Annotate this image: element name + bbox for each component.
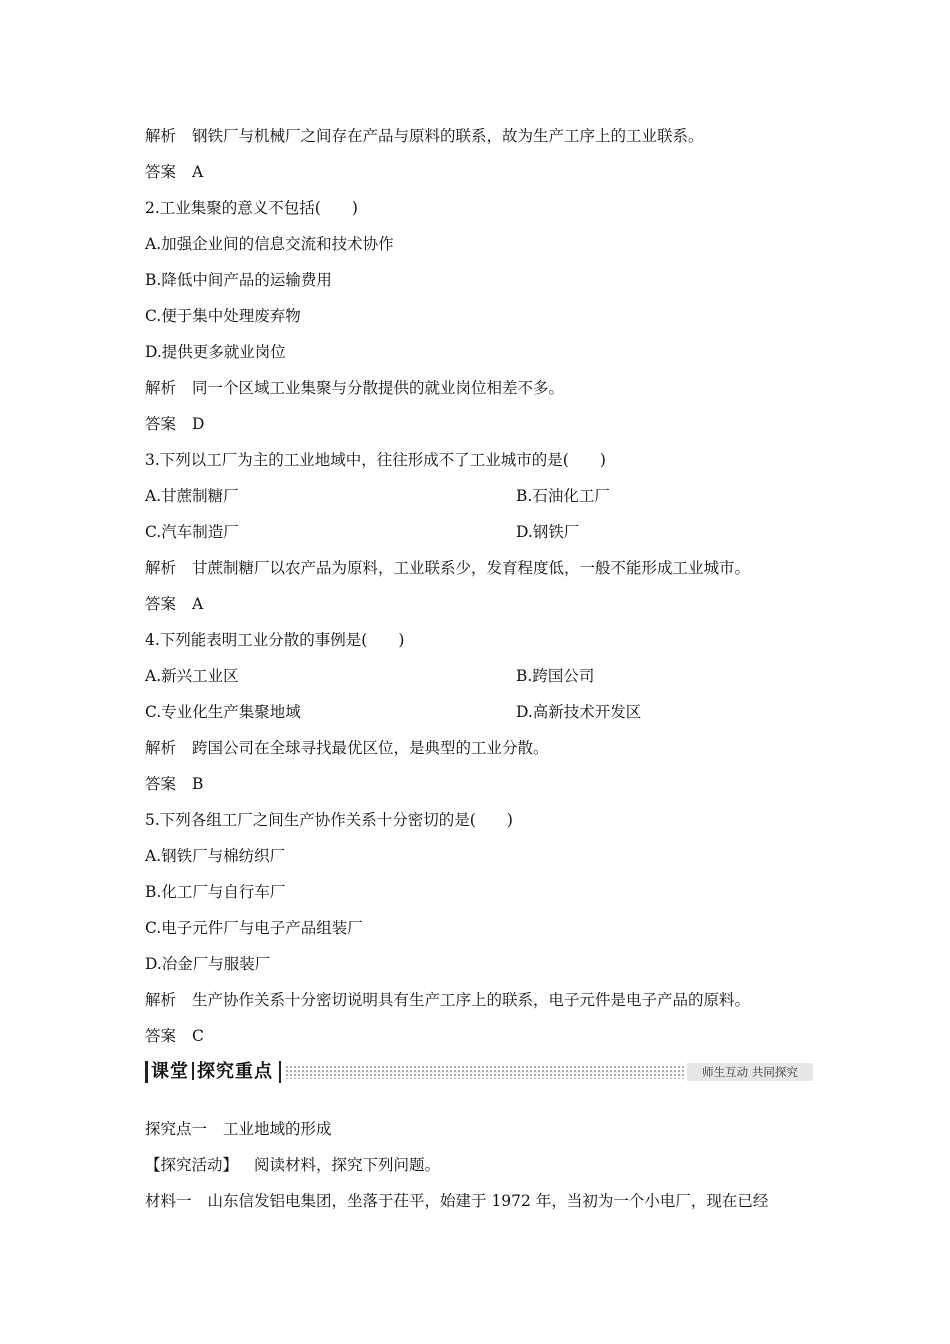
q3-stem: 3.下列以工厂为主的工业地域中，往往形成不了工业城市的是( )	[145, 451, 606, 469]
analysis-label: 解析	[145, 991, 177, 1009]
q3-answer	[145, 594, 203, 614]
answer-text: A	[192, 163, 204, 181]
q4-option-c: C.专业化生产集聚地域	[145, 703, 301, 721]
q3-option-c: C.汽车制造厂	[145, 523, 239, 541]
banner-title	[151, 1060, 273, 1084]
q3-options-row2	[145, 522, 815, 542]
answer-label: 答案	[145, 1027, 177, 1045]
q5-answer	[145, 1026, 204, 1046]
q2-stem: 2.工业集聚的意义不包括( )	[145, 199, 358, 217]
answer-label: 答案	[145, 163, 177, 181]
answer-label: 答案	[145, 775, 177, 793]
q5-option-c: C.电子元件厂与电子产品组装厂	[145, 919, 363, 937]
section-heading	[145, 1119, 332, 1139]
q2-option-a: A.加强企业间的信息交流和技术协作	[145, 235, 394, 253]
document-page	[145, 0, 815, 1344]
q4-option-b: B.跨国公司	[516, 667, 595, 685]
q3-option-d: D.钢铁厂	[516, 523, 580, 541]
q4-option-a: A.新兴工业区	[145, 667, 239, 685]
q4-option-d: D.高新技术开发区	[516, 703, 642, 721]
banner-title-left: 课堂	[151, 1061, 189, 1082]
q4-analysis	[145, 738, 549, 758]
q2-analysis	[145, 378, 564, 398]
analysis-text: 同一个区域工业集聚与分散提供的就业岗位相差不多。	[192, 379, 565, 397]
analysis-label: 解析	[145, 739, 177, 757]
q4-options-row2	[145, 702, 815, 722]
q3-options-row1	[145, 486, 815, 506]
analysis-label: 解析	[145, 127, 177, 145]
q4-options-row1	[145, 666, 815, 686]
q2-answer	[145, 414, 204, 434]
analysis-label: 解析	[145, 379, 177, 397]
banner-separator	[192, 1062, 194, 1080]
q5-option-b: B.化工厂与自行车厂	[145, 883, 286, 901]
banner-left-bar	[145, 1061, 148, 1083]
material-line	[145, 1191, 768, 1211]
q5-stem: 5.下列各组工厂之间生产协作关系十分密切的是( )	[145, 811, 513, 829]
banner-dot-pattern	[285, 1065, 685, 1079]
answer-label: 答案	[145, 415, 177, 433]
analysis-text: 钢铁厂与机械厂之间存在产品与原料的联系，故为生产工序上的工业联系。	[192, 127, 704, 145]
q3-analysis	[145, 558, 750, 578]
analysis-text: 生产协作关系十分密切说明具有生产工序上的联系，电子元件是电子产品的原料。	[192, 991, 751, 1009]
answer-label: 答案	[145, 595, 177, 613]
answer-text: A	[192, 595, 204, 613]
analysis-label: 解析	[145, 559, 177, 577]
banner-title-right: 探究重点	[197, 1061, 273, 1082]
q4-answer	[145, 774, 203, 794]
q3-option-a: A.甘蔗制糖厂	[145, 487, 239, 505]
q1-analysis	[145, 126, 704, 146]
q3-option-b: B.石油化工厂	[516, 487, 610, 505]
section-banner	[145, 1058, 815, 1086]
activity-tag: 【探究活动】	[145, 1156, 239, 1174]
answer-text: D	[192, 415, 205, 433]
q2-option-d: D.提供更多就业岗位	[145, 343, 286, 361]
q1-answer	[145, 162, 203, 182]
banner-right-label: 师生互动 共同探究	[687, 1063, 813, 1081]
q2-option-b: B.降低中间产品的运输费用	[145, 271, 332, 289]
section-heading-tag: 探究点一	[145, 1120, 208, 1138]
q2-option-c: C.便于集中处理废弃物	[145, 307, 301, 325]
material-text: 山东信发铝电集团，坐落于茌平，始建于 1972 年，当初为一个小电厂，现在已经	[207, 1192, 769, 1210]
q4-stem: 4.下列能表明工业分散的事例是( )	[145, 631, 405, 649]
answer-text: C	[192, 1027, 204, 1045]
q5-option-d: D.冶金厂与服装厂	[145, 955, 271, 973]
banner-end-bar	[279, 1061, 281, 1083]
q5-analysis	[145, 990, 750, 1010]
activity-text: 阅读材料，探究下列问题。	[254, 1156, 441, 1174]
section-heading-text: 工业地域的形成	[223, 1120, 332, 1138]
answer-text: B	[192, 775, 204, 793]
material-tag: 材料一	[145, 1192, 192, 1210]
activity-line	[145, 1155, 440, 1175]
q5-option-a: A.钢铁厂与棉纺织厂	[145, 847, 286, 865]
analysis-text: 跨国公司在全球寻找最优区位，是典型的工业分散。	[192, 739, 549, 757]
analysis-text: 甘蔗制糖厂以农产品为原料，工业联系少，发育程度低，一般不能形成工业城市。	[192, 559, 751, 577]
